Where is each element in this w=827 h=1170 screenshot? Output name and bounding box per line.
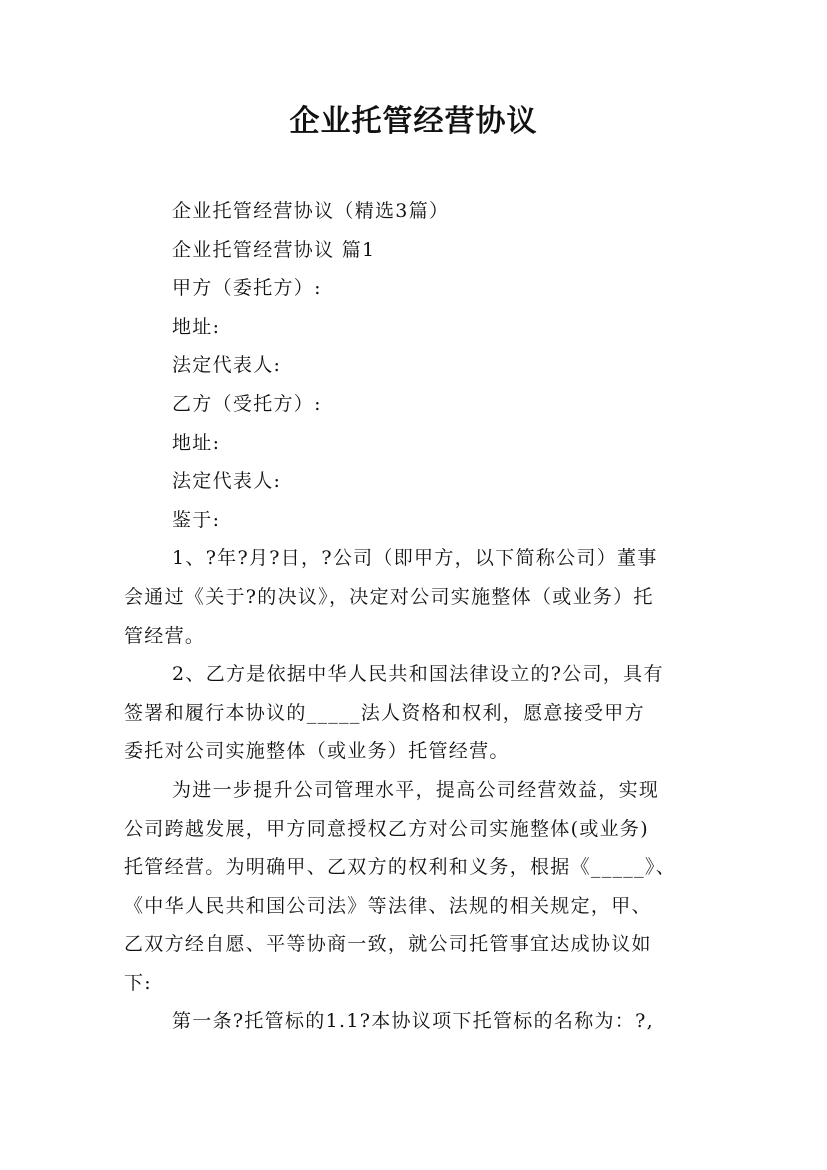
paragraph-line: 甲方（委托方）:: [172, 277, 322, 300]
paragraph-line: 乙方（受托方）:: [172, 392, 322, 415]
paragraph-line: 下:: [124, 971, 153, 994]
paragraph-line: 公司跨越发展，甲方同意授权乙方对公司实施整体(或业务): [124, 817, 649, 840]
paragraph-line: 地址:: [172, 315, 221, 338]
paragraph-line: 2、乙方是依据中华人民共和国法律设立的?公司，具有: [172, 663, 664, 686]
paragraph-line: 乙双方经自愿、平等协商一致，就公司托管事宜达成协议如: [124, 933, 652, 956]
paragraph-line: 地址:: [172, 431, 221, 454]
paragraph-line: 第一条?托管标的1.1?本协议项下托管标的名称为：?,: [172, 1010, 654, 1033]
paragraph-line: 1、?年?月?日，?公司（即甲方，以下简称公司）董事: [172, 547, 658, 570]
paragraph-line: 鉴于:: [172, 508, 221, 531]
paragraph-line: 企业托管经营协议（精选3篇）: [172, 200, 450, 222]
paragraph-line: 托管经营。为明确甲、乙双方的权利和义务，根据《_____》、: [124, 856, 677, 879]
paragraph-line: 法定代表人:: [172, 470, 282, 493]
paragraph-line: 签署和履行本协议的_____法人资格和权利，愿意接受甲方: [124, 701, 645, 724]
document-title: 企业托管经营协议: [289, 104, 538, 139]
paragraph-line: 会通过《关于?的决议》，决定对公司实施整体（或业务）托: [124, 585, 654, 608]
paragraph-line: 《中华人民共和国公司法》等法律、法规的相关规定，甲、: [124, 894, 652, 917]
paragraph-line: 为进一步提升公司管理水平，提高公司经营效益，实现: [172, 778, 660, 801]
document-body: [124, 192, 708, 1041]
paragraph-line: 管经营。: [124, 624, 206, 647]
paragraph-line: 委托对公司实施整体（或业务）托管经营。: [124, 740, 510, 763]
paragraph-line: 法定代表人:: [172, 354, 282, 377]
paragraph-line: 企业托管经营协议 篇1: [172, 238, 376, 261]
